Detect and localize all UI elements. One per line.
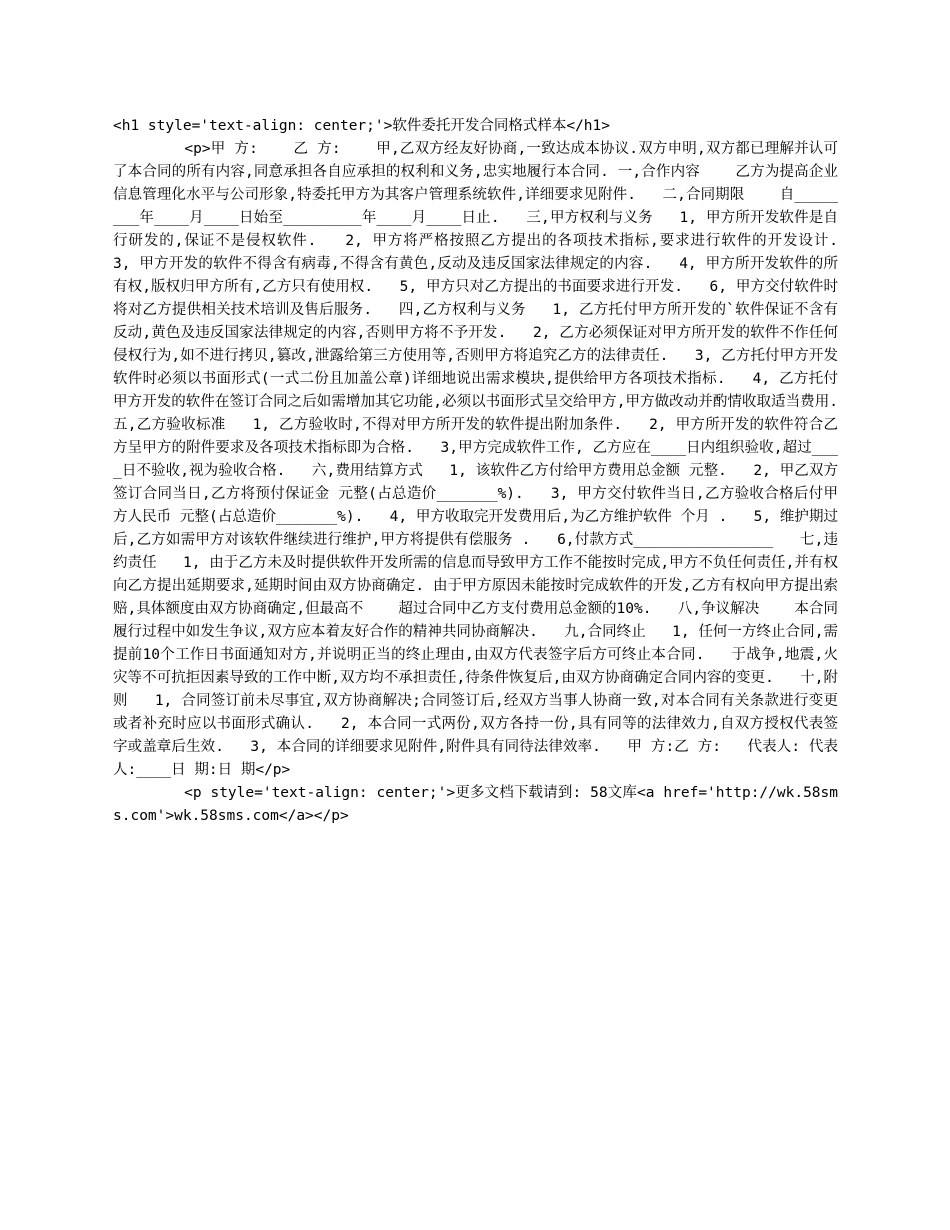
document-heading-source: <h1 style='text-align: center;'>软件委托开发合同格式样本</h1> [113,118,610,134]
contract-body-text: <p>甲 方: 乙 方: 甲,乙双方经友好协商,一致达成本协议.双方申明,双方都已理解并认可了本合同的所有内容,同意承担各自应承担的权利和义务,忠实地履行本合同. 一,合作内容 乙方为提高企业信息管理化水平与公司形象,特委托甲方为其客户管理系统软件,详细要求见附件. 二,合同期限 自________年____月____日始至_________年____月____日止. 三,甲方权利与义务 1, 甲方所开发软件是自行研发的,保证不是侵权软件. 2, 甲方将严格按照乙方提出的各项技术指标,要求进行软件的开发设计. 3, 甲方开发的软件不得含有病毒,不得含有黄色,反动及违反国家法律规定的内容. 4, 甲方所开发软件的所有权,版权归甲方所有,乙方只有使用权. 5, 甲方只对乙方提出的书面要求进行开发. 6, 甲方交付软件时将对乙方提供相关技术培训及售后服务. 四,乙方权利与义务 1, 乙方托付甲方所开发的`软件保证不含有反动,黄色及违反国家法律规定的内容,否则甲方将不予开发. 2, 乙方必须保证对甲方所开发的软件不作任何侵权行为,如不进行拷贝,篡改,泄露给第三方使用等,否则甲方将追究乙方的法律责任. 3, 乙方托付甲方开发软件时必须以书面形式(一式二份且加盖公章)详细地说出需求模块,提供给甲方各项技术指标. 4, 乙方托付甲方开发的软件在签订合同之后如需增加其它功能,必须以书面形式呈交给甲方,甲方做改动并酌情收取适当费用. 五,乙方验收标准 1, 乙方验收时,不得对甲方所开发的软件提出附加条件. 2, 甲方所开发的软件符合乙方呈甲方的附件要求及各项技术指标即为合格. 3,甲方完成软件工作, 乙方应在____日内组织验收,超过____日不验收,视为验收合格. 六,费用结算方式 1, 该软件乙方付给甲方费用总金额 元整. 2, 甲乙双方签订合同当日,乙方将预付保证金 元整(占总造价_______%). 3, 甲方交付软件当日,乙方验收合格后付甲方人民币 元整(占总造价_______%). 4, 甲方收取完开发费用后,为乙方维护软件 个月 . 5, 维护期过后,乙方如需甲方对该软件继续进行维护,甲方将提供有偿服务 . 6,付款方式________________ 七,违约责任 1, 由于乙方未及时提供软件开发所需的信息而导致甲方工作不能按时完成,甲方不负任何责任,并有权向乙方提出延期要求,延期时间由双方协商确定. 由于甲方原因未能按时完成软件的开发,乙方有权向甲方提出索赔,具体额度由双方协商确定,但最高不 超过合同中乙方支付费用总金额的10%. 八,争议解决 本合同履行过程中如发生争议,双方应本着友好合作的精神共同协商解决. 九,合同终止 1, 任何一方终止合同,需提前10个工作日书面通知对方,并说明正当的终止理由,由双方代表签字后方可终止本合同. 于战争,地震,火灾等不可抗拒因素导致的工作中断,双方均不承担责任,待条件恢复后,由双方协商确定合同内容的变更. 十,附则 1, 合同签订前未尽事宜,双方协商解决;合同签订后,经双方当事人协商一致,对本合同有关条款进行变更或者补充时应以书面形式确认. 2, 本合同一式两份,双方各持一份,具有同等的法律效力,自双方授权代表签字或盖章后生效. 3, 本合同的详细要求见附件,附件具有同待法律效率. 甲 方:乙 方: 代表人: 代表人:____日 期:日 期</p> [113,141,865,778]
document-page [113,115,865,828]
download-footer-text: <p style='text-align: center;'>更多文档下载请到: 58文库<a href='http://wk.58sms.com'>wk.58sms.com</a></p> [113,785,839,824]
